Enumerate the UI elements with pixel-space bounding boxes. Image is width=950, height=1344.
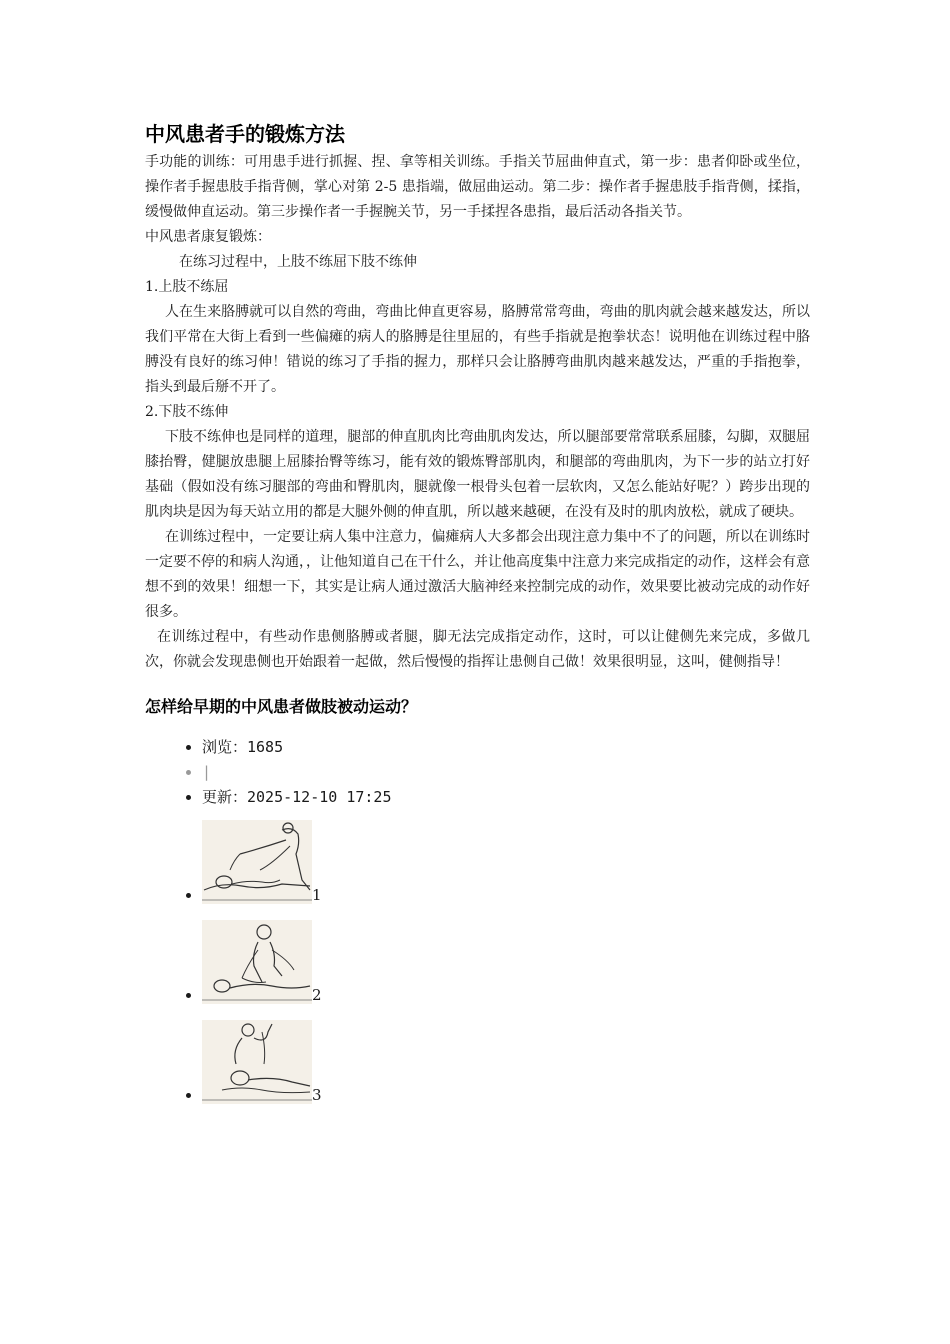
figure-number: 2 <box>312 986 322 1004</box>
paragraph-hand-training: 手功能的训练：可用患手进行抓握、捏、拿等相关训练。手指关节屈曲伸直式，第一步：患者仰卧或坐位，操作者手握患肢手指背侧，掌心对第 2-5 患指端，做屈曲运动。第二步：操作者手握患肢手指背侧，揉指，缓慢做伸直运动。第三步操作者一手握腕关节，另一手揉捏各患指，最后活动各指关节。 <box>145 154 810 220</box>
paragraph-lower-limb: 下肢不练伸也是同样的道理，腿部的伸直肌肉比弯曲肌肉发达，所以腿部要常常联系屈膝，勾脚，双腿屈膝抬臀，健腿放患腿上屈膝抬臀等练习，能有效的锻炼臀部肌肉，和腿部的弯曲肌肉，为下一步的站立打好基础（假如没有练习腿部的弯曲和臀肌肉，腿就像一根骨头包着一层软肉，又怎么能站好呢？）跨步出现的肌肉块是因为每天站立用的都是大腿外侧的伸直肌，所以越来越硬，在没有及时的肌肉放松，就成了硬块。 <box>145 429 810 520</box>
article-meta-list <box>145 735 810 810</box>
figure-item <box>202 920 810 1020</box>
figure-number: 3 <box>312 1086 322 1104</box>
figure-item <box>202 1020 810 1120</box>
page-title: 中风患者手的锻炼方法 <box>145 122 345 146</box>
section-spacer <box>145 675 810 693</box>
paragraph-attention: 在训练过程中，一定要让病人集中注意力，偏瘫病人大多都会出现注意力集中不了的问题，所以在训练时一定要不停的和病人沟通，，让他知道自己在干什么，并让他高度集中注意力来完成指定的动作，这样会有意想不到的效果！细想一下，其实是让病人通过激活大脑神经来控制完成的动作，效果要比被动完成的动作好很多。 <box>145 529 810 620</box>
figure-list <box>145 820 810 1120</box>
section-lower-limb-heading: 2.下肢不练伸 <box>145 404 229 420</box>
section-subtitle: 怎样给早期的中风患者做肢被动运动？ <box>145 697 418 716</box>
figure-number: 1 <box>312 886 322 904</box>
paragraph-rehab-heading: 中风患者康复锻炼： <box>145 229 271 245</box>
meta-separator: • | <box>202 760 810 785</box>
paragraph-principle: 在练习过程中，上肢不练屈下肢不练伸 <box>179 254 417 270</box>
illustration-image[interactable] <box>202 920 312 1004</box>
update-time: • 更新：2025-12-10 17:25 <box>202 785 810 810</box>
paragraph-healthy-side-guidance: 在训练过程中，有些动作患侧胳膊或者腿，脚无法完成指定动作，这时，可以让健侧先来完成，多做几次，你就会发现患侧也开始跟着一起做，然后慢慢的指挥让患侧自己做！效果很明显，这叫，健侧指导！ <box>145 629 810 670</box>
document-body <box>145 118 810 1120</box>
illustration-image[interactable] <box>202 820 312 904</box>
view-count: • 浏览：1685 <box>202 735 810 760</box>
illustration-image[interactable] <box>202 1020 312 1104</box>
section-upper-limb-heading: 1.上肢不练屈 <box>145 279 229 295</box>
paragraph-upper-limb: 人在生来胳膊就可以自然的弯曲，弯曲比伸直更容易，胳膊常常弯曲，弯曲的肌肉就会越来越发达，所以我们平常在大街上看到一些偏瘫的病人的胳膊是往里屈的，有些手指就是抱拳状态！说明他在训练过程中胳膊没有良好的练习伸！错说的练习了手指的握力，那样只会让胳膊弯曲肌肉越来越发达，严重的手指抱拳，指头到最后掰不开了。 <box>145 304 810 395</box>
figure-item <box>202 820 810 920</box>
